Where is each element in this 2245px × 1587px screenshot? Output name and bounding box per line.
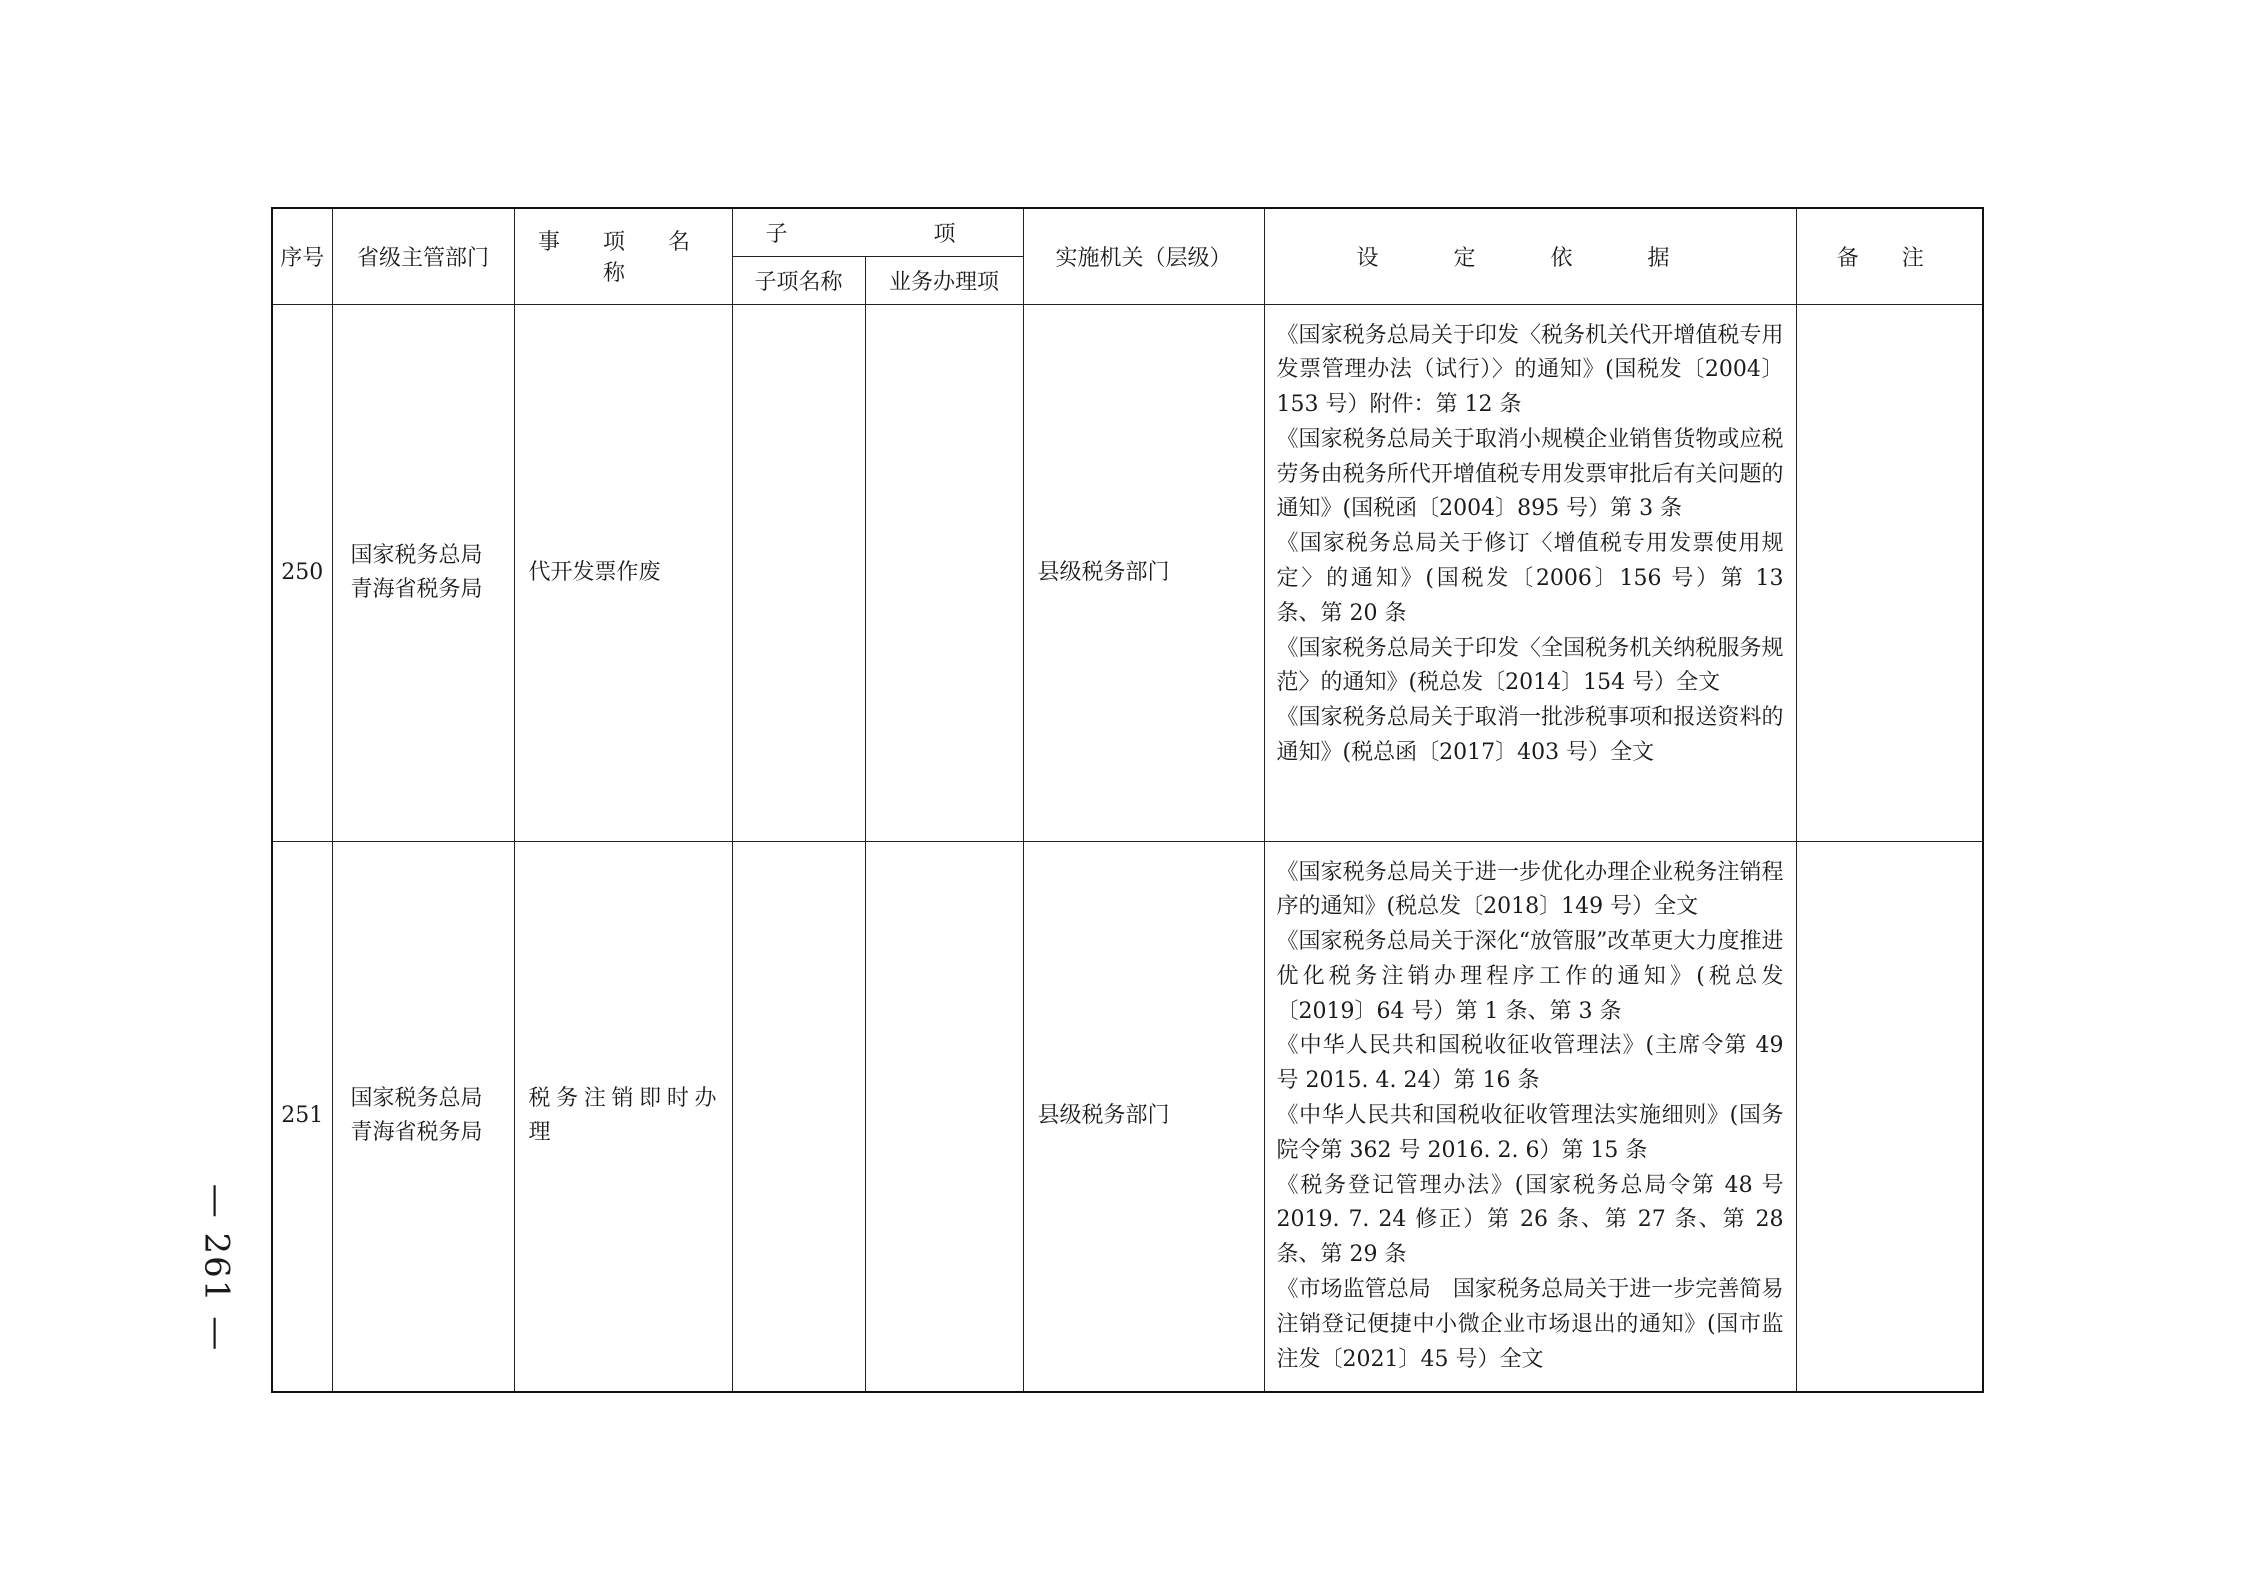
- header-seq: 序号: [272, 208, 332, 304]
- row-org: 县级税务部门: [1023, 841, 1264, 1392]
- basis-entry: 《国家税务总局关于深化“放管服”改革更大力度推进优化税务注销办理程序工作的通知》(税总发〔2019〕64 号）第 1 条、第 3 条: [1276, 929, 1784, 1024]
- row-dept-line1: 国家税务总局: [350, 1086, 483, 1112]
- row-note: [1796, 841, 1983, 1392]
- basis-entry: 《国家税务总局关于印发〈税务机关代开增值税专用发票管理办法（试行）〉的通知》(国税发〔2004〕153 号）附件：第 12 条: [1276, 322, 1784, 418]
- row-sub-business: [865, 304, 1023, 841]
- row-org: 县级税务部门: [1023, 304, 1264, 841]
- row-sub-business: [865, 841, 1023, 1392]
- header-row-1: [272, 208, 1983, 256]
- table-row: [272, 304, 1983, 841]
- row-sub-name: [732, 304, 865, 841]
- basis-entry: 《中华人民共和国税收征收管理法》(主席令第 49 号 2015. 4. 24）第 16 条: [1276, 1033, 1784, 1094]
- row-dept: [332, 304, 514, 841]
- row-item-name: 代开发票作废: [514, 304, 732, 841]
- catalog-table: [271, 207, 1984, 1393]
- row-seq: 250: [272, 304, 332, 841]
- row-sub-name: [732, 841, 865, 1392]
- row-item-name: [514, 841, 732, 1392]
- row-dept: [332, 841, 514, 1392]
- header-note: 备 注: [1796, 208, 1983, 304]
- header-org: 实施机关（层级）: [1023, 208, 1264, 304]
- row-dept-line1: 国家税务总局: [350, 542, 483, 568]
- row-note: [1796, 304, 1983, 841]
- table-row: [272, 841, 1983, 1392]
- basis-entry: 《国家税务总局关于印发〈全国税务机关纳税服务规范〉的通知》(税总发〔2014〕154 号）全文: [1276, 635, 1784, 696]
- page-number-text: — 261 —: [196, 1183, 237, 1353]
- basis-entry: 《国家税务总局关于取消一批涉税事项和报送资料的通知》(税总函〔2017〕403 号）全文: [1276, 705, 1784, 766]
- row-item-name-text: 税务注销即时办理: [528, 1086, 719, 1146]
- row-basis: [1264, 304, 1796, 841]
- row-dept-line2: 青海省税务局: [350, 1120, 483, 1146]
- basis-entry: 《税务登记管理办法》(国家税务总局令第 48 号 2019. 7. 24 修正）第 26 条、第 27 条、第 28 条、第 29 条: [1276, 1172, 1784, 1268]
- header-sub-business: 业务办理项: [865, 256, 1023, 304]
- header-basis: 设 定 依 据: [1264, 208, 1796, 304]
- header-item: 事 项 名 称: [514, 208, 732, 304]
- basis-entry: 《中华人民共和国税收征收管理法实施细则》(国务院令第 362 号 2016. 2. 6）第 15 条: [1276, 1103, 1784, 1163]
- row-dept-line2: 青海省税务局: [350, 576, 483, 602]
- basis-entry: 《市场监管总局 国家税务总局关于进一步完善简易注销登记便捷中小微企业市场退出的通知》(国市监注发〔2021〕45 号）全文: [1276, 1277, 1784, 1372]
- header-sub: 子 项: [732, 208, 1023, 256]
- basis-entry: 《国家税务总局关于取消小规模企业销售货物或应税劳务由税务所代开增值税专用发票审批后有关问题的通知》(国税函〔2004〕895 号）第 3 条: [1276, 426, 1784, 522]
- page-number: [196, 1178, 236, 1358]
- basis-entry: 《国家税务总局关于修订〈增值税专用发票使用规定〉的通知》(国税发〔2006〕156 号）第 13 条、第 20 条: [1276, 531, 1784, 626]
- basis-entry: 《国家税务总局关于进一步优化办理企业税务注销程序的通知》(税总发〔2018〕149 号）全文: [1276, 859, 1784, 920]
- row-seq: 251: [272, 841, 332, 1392]
- row-basis: [1264, 841, 1796, 1392]
- header-dept: 省级主管部门: [332, 208, 514, 304]
- header-sub-name: 子项名称: [732, 256, 865, 304]
